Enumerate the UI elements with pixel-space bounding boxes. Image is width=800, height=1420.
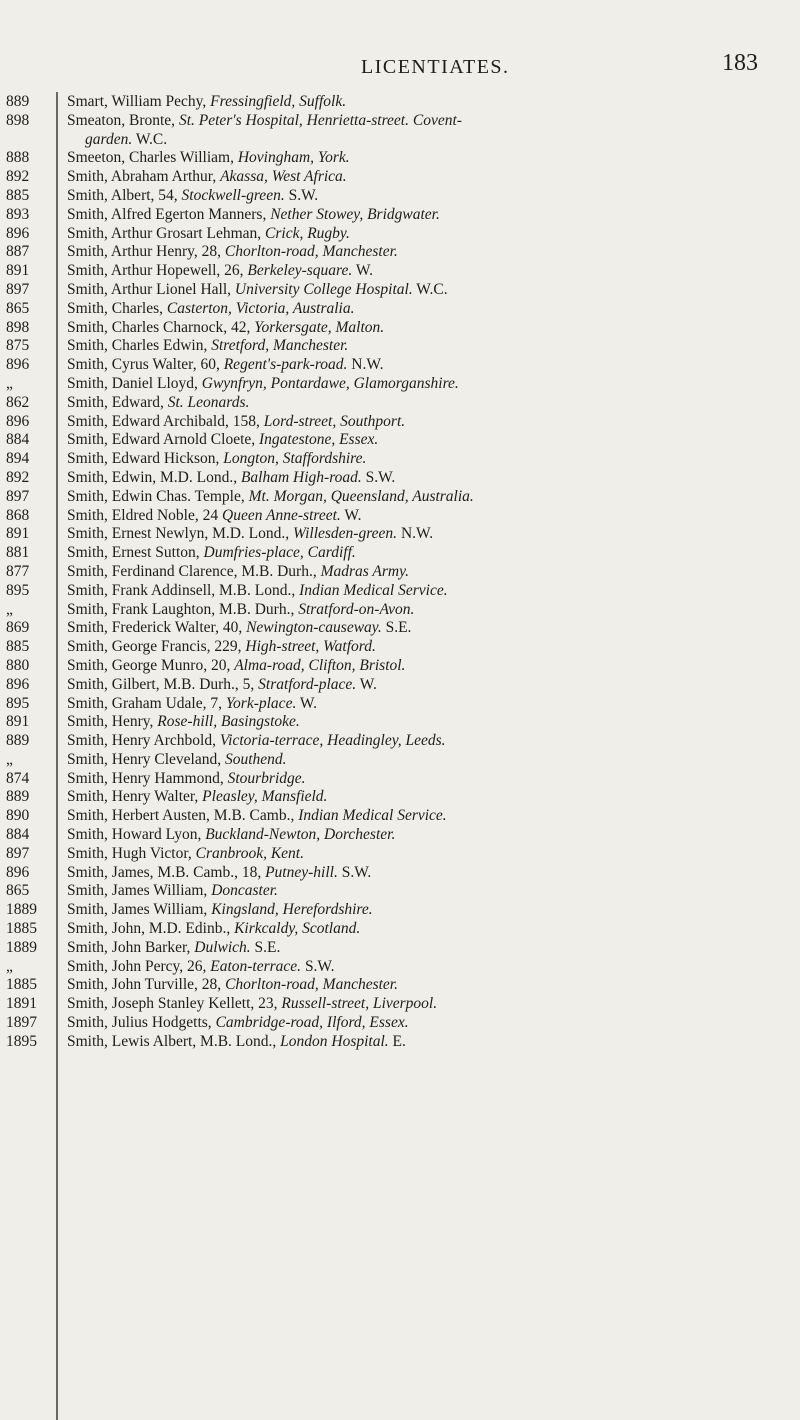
entry-year: 891 xyxy=(6,262,30,280)
list-item xyxy=(67,826,795,845)
entry-address: Newington-causeway. xyxy=(246,619,382,637)
entry-address: Crick, Rugby. xyxy=(265,224,350,242)
entry-year: 885 xyxy=(6,638,30,656)
entry-name: Smith, Ernest Newlyn, M.D. Lond., xyxy=(67,525,294,543)
entry-year: 1885 xyxy=(6,976,37,994)
entry-address: Dumfries-place, Cardiff. xyxy=(203,544,356,562)
entry-name: Smeaton, Bronte, xyxy=(67,111,179,129)
entry-name: Smith, Frank Laughton, M.B. Durh., xyxy=(67,600,299,618)
entry-address: Cranbrook, Kent. xyxy=(195,844,304,862)
list-item xyxy=(67,525,795,544)
entry-postal-district: E. xyxy=(388,1032,406,1050)
entry-name: Smith, James, M.B. Camb., 18, xyxy=(67,863,266,881)
list-item xyxy=(67,469,795,488)
entry-postal-district: S.W. xyxy=(337,863,372,881)
list-item xyxy=(67,713,795,732)
entry-name: Smith, Joseph Stanley Kellett, 23, xyxy=(67,995,282,1013)
entry-name: Smith, James William, xyxy=(67,901,212,919)
list-item xyxy=(67,187,795,206)
list-item xyxy=(67,281,795,300)
list-item xyxy=(67,807,795,826)
entry-postal-district: W. xyxy=(356,675,377,693)
entry-year: 880 xyxy=(6,656,30,674)
entry-list xyxy=(67,93,795,1052)
entry-year: 896 xyxy=(6,863,30,881)
entry-address: Fressingfield, Suffolk. xyxy=(210,93,347,110)
list-item xyxy=(67,770,795,789)
entry-postal-district: W. xyxy=(296,694,318,712)
entry-year: 893 xyxy=(6,205,30,223)
entry-year: 897 xyxy=(6,844,30,862)
list-item xyxy=(67,262,795,281)
list-item xyxy=(67,601,795,620)
entry-address: Casterton, Victoria, Australia. xyxy=(166,299,355,317)
list-item xyxy=(67,413,795,432)
entry-name: Smith, James William, xyxy=(67,882,212,900)
entry-name: Smith, Edward Archibald, 158, xyxy=(67,412,264,430)
list-item xyxy=(67,206,795,225)
entry-year: 889 xyxy=(6,93,30,110)
list-item xyxy=(67,225,795,244)
entry-address: Stretford, Manchester. xyxy=(211,337,349,355)
entry-year: 865 xyxy=(6,882,30,900)
list-item xyxy=(67,243,795,262)
entry-address: Ingatestone, Essex. xyxy=(259,431,379,449)
entry-name: Smith, Ernest Sutton, xyxy=(67,544,204,562)
entry-name: Smith, John Turville, 28, xyxy=(67,976,226,994)
entry-name: Smith, Henry Walter, xyxy=(67,788,203,806)
entry-name: Smith, Edward Hickson, xyxy=(67,450,224,468)
entry-address: Kingsland, Herefordshire. xyxy=(211,901,373,919)
entry-address: Chorlton-road, Manchester. xyxy=(225,976,398,994)
entry-name: Smith, Howard Lyon, xyxy=(67,826,206,844)
entry-address: Balham High-road. xyxy=(240,468,362,486)
entry-year: 1897 xyxy=(6,1014,37,1032)
entry-year: 891 xyxy=(6,525,30,543)
entry-year: „ xyxy=(6,600,13,618)
list-item xyxy=(67,394,795,413)
entry-year: 862 xyxy=(6,393,30,411)
entry-name: Smith, Charles Edwin, xyxy=(67,337,212,355)
entry-name: Smith, Herbert Austen, M.B. Camb., xyxy=(67,807,299,825)
list-item xyxy=(67,450,795,469)
entry-name: Smith, Arthur Henry, 28, xyxy=(67,243,225,261)
entry-address: Berkeley-square. xyxy=(247,262,353,280)
entry-address: garden. xyxy=(85,130,133,148)
page-header xyxy=(0,50,800,96)
entry-year: 892 xyxy=(6,468,30,486)
list-item xyxy=(67,920,795,939)
entry-address: High-street, Watford. xyxy=(245,638,376,656)
entry-name: Smith, Albert, 54, xyxy=(67,186,182,204)
entry-year: 885 xyxy=(6,186,30,204)
entry-year: „ xyxy=(6,750,13,768)
entry-year: 889 xyxy=(6,732,30,750)
entry-address: Cambridge-road, Ilford, Essex. xyxy=(215,1014,409,1032)
year-spacer xyxy=(0,131,52,150)
entry-year: 884 xyxy=(6,431,30,449)
entry-name: Smith, Edwin Chas. Temple, xyxy=(67,487,249,505)
entry-address: Indian Medical Service. xyxy=(299,581,448,599)
running-title: LICENTIATES. xyxy=(361,56,510,78)
entry-address: Stockwell-green. xyxy=(181,186,285,204)
entry-name: Smith, Henry Cleveland, xyxy=(67,750,225,768)
entry-postal-district: S.E. xyxy=(381,619,412,637)
entry-name: Smith, Ferdinand Clarence, M.B. Durh., xyxy=(67,562,321,580)
entry-address: Russell-street, Liverpool. xyxy=(281,995,438,1013)
entry-year: 891 xyxy=(6,713,30,731)
entry-year: 895 xyxy=(6,694,30,712)
entry-year: 888 xyxy=(6,149,30,167)
column-divider xyxy=(56,92,58,1420)
list-item xyxy=(67,732,795,751)
list-item xyxy=(67,657,795,676)
entry-year: 895 xyxy=(6,581,30,599)
year-column xyxy=(0,93,52,1052)
entry-address: Madras Army. xyxy=(320,562,409,580)
entry-address: St. Leonards. xyxy=(167,393,250,411)
entry-name: Smith, George Munro, 20, xyxy=(67,656,235,674)
entry-address: Gwynfryn, Pontardawe, Glamorganshire. xyxy=(201,374,459,392)
list-item xyxy=(67,337,795,356)
entry-name: Smith, John, M.D. Edinb., xyxy=(67,920,235,938)
list-item xyxy=(67,1014,795,1033)
list-item xyxy=(67,882,795,901)
entry-year: 896 xyxy=(6,224,30,242)
entry-name: Smith, Daniel Lloyd, xyxy=(67,374,202,392)
list-item xyxy=(67,901,795,920)
list-item xyxy=(67,375,795,394)
entry-year: 889 xyxy=(6,788,30,806)
entry-name: Smeeton, Charles William, xyxy=(67,149,238,167)
entry-name: Smith, Arthur Grosart Lehman, xyxy=(67,224,266,242)
entry-address: St. Peter's Hospital, Henrietta-street. Covent- xyxy=(178,111,462,129)
entry-name: Smith, Henry Archbold, xyxy=(67,732,220,750)
entry-name: Smith, Eldred Noble, 24 xyxy=(67,506,222,524)
entry-name: Smith, Graham Udale, 7, xyxy=(67,694,226,712)
list-item xyxy=(67,676,795,695)
entry-address: London Hospital. xyxy=(280,1032,389,1050)
entry-year: 881 xyxy=(6,544,30,562)
list-item xyxy=(67,112,795,150)
entry-address: York-place. xyxy=(225,694,297,712)
entry-address: Kirkcaldy, Scotland. xyxy=(234,920,361,938)
entry-name: Smith, Charles, xyxy=(67,299,167,317)
entry-year: 869 xyxy=(6,619,30,637)
entry-postal-district: W.C. xyxy=(412,280,448,298)
entry-postal-district: S.W. xyxy=(284,186,319,204)
list-item xyxy=(67,319,795,338)
entry-year: 1885 xyxy=(6,920,37,938)
entry-address: Dulwich. xyxy=(194,938,251,956)
entry-year: 896 xyxy=(6,356,30,374)
list-item xyxy=(67,544,795,563)
entry-year: 1889 xyxy=(6,938,37,956)
entry-name: Smith, Gilbert, M.B. Durh., 5, xyxy=(67,675,259,693)
entry-postal-district: N.W. xyxy=(347,356,384,374)
entry-year: 897 xyxy=(6,487,30,505)
list-item xyxy=(67,958,795,977)
entry-address: Doncaster. xyxy=(211,882,278,900)
entry-name: Smith, Abraham Arthur, xyxy=(67,168,221,186)
entry-address: Southend. xyxy=(225,750,287,768)
entry-address: Stratford-place. xyxy=(258,675,357,693)
list-item xyxy=(67,149,795,168)
entry-postal-district: W.C. xyxy=(132,130,168,148)
entry-address: Stratford-on-Avon. xyxy=(298,600,415,618)
list-item xyxy=(67,864,795,883)
entry-address: Eaton-terrace. xyxy=(210,957,302,975)
entry-postal-district: W. xyxy=(340,506,362,524)
list-item xyxy=(67,845,795,864)
list-item xyxy=(67,356,795,375)
list-item xyxy=(67,751,795,770)
list-item xyxy=(67,488,795,507)
entry-address: Putney-hill. xyxy=(265,863,338,881)
entry-year: 868 xyxy=(6,506,30,524)
entry-year: 875 xyxy=(6,337,30,355)
entry-postal-district: S.W. xyxy=(361,468,396,486)
entry-name: Smith, Julius Hodgetts, xyxy=(67,1014,216,1032)
entry-year: 1889 xyxy=(6,901,37,919)
entry-address: Hovingham, York. xyxy=(237,149,350,167)
entry-postal-district: N.W. xyxy=(397,525,434,543)
entry-name: Smith, Frederick Walter, 40, xyxy=(67,619,247,637)
entry-year: 898 xyxy=(6,318,30,336)
entry-address: Pleasley, Mansfield. xyxy=(202,788,328,806)
page-number: 183 xyxy=(722,50,758,76)
entry-address: Alma-road, Clifton, Bristol. xyxy=(234,656,406,674)
list-item xyxy=(67,638,795,657)
entry-address: Yorkersgate, Malton. xyxy=(254,318,385,336)
entry-address: Akassa, West Africa. xyxy=(220,168,347,186)
list-item xyxy=(67,939,795,958)
entry-year: 874 xyxy=(6,769,30,787)
entry-name: Smith, John Barker, xyxy=(67,938,195,956)
entry-address: Willesden-green. xyxy=(293,525,398,543)
entry-year: 1895 xyxy=(6,1032,37,1050)
entry-name: Smith, Edward Arnold Cloete, xyxy=(67,431,260,449)
list-item xyxy=(67,300,795,319)
entry-address: Lord-street, Southport. xyxy=(263,412,406,430)
entry-name: Smith, Hugh Victor, xyxy=(67,844,196,862)
entry-name: Smith, Arthur Lionel Hall, xyxy=(67,280,235,298)
entry-address: Victoria-terrace, Headingley, Leeds. xyxy=(219,732,446,750)
list-item xyxy=(67,93,795,112)
entry-year: „ xyxy=(6,374,13,392)
entry-name: Smith, Henry Hammond, xyxy=(67,769,228,787)
entry-year: 1891 xyxy=(6,995,37,1013)
entry-name: Smith, Arthur Hopewell, 26, xyxy=(67,262,248,280)
entry-address: Mt. Morgan, Queensland, Australia. xyxy=(248,487,474,505)
entry-year: 894 xyxy=(6,450,30,468)
entry-postal-district: S.E. xyxy=(250,938,281,956)
entry-year: 892 xyxy=(6,168,30,186)
entry-name: Smith, Lewis Albert, M.B. Lond., xyxy=(67,1032,281,1050)
entry-name: Smart, William Pechy, xyxy=(67,93,211,110)
entry-year: 898 xyxy=(6,111,30,129)
entry-postal-district: W. xyxy=(352,262,373,280)
entry-address: Buckland-Newton, Dorchester. xyxy=(205,826,396,844)
list-item xyxy=(67,976,795,995)
entry-address: Rose-hill, Basingstoke. xyxy=(157,713,300,731)
list-item xyxy=(67,431,795,450)
entry-name: Smith, George Francis, 229, xyxy=(67,638,246,656)
entry-name: Smith, Edward, xyxy=(67,393,168,411)
entry-name: Smith, John Percy, 26, xyxy=(67,957,211,975)
entry-year: 865 xyxy=(6,299,30,317)
entry-year: 884 xyxy=(6,826,30,844)
entry-address: University College Hospital. xyxy=(234,280,413,298)
entry-address: Nether Stowey, Bridgwater. xyxy=(270,205,440,223)
list-item xyxy=(67,788,795,807)
entry-address: Chorlton-road, Manchester. xyxy=(224,243,398,261)
list-item xyxy=(67,695,795,714)
entry-address: Longton, Staffordshire. xyxy=(223,450,367,468)
list-item xyxy=(67,507,795,526)
list-item xyxy=(67,563,795,582)
entry-year: 896 xyxy=(6,675,30,693)
list-item xyxy=(67,168,795,187)
entry-year: 877 xyxy=(6,562,30,580)
entry-year: 897 xyxy=(6,280,30,298)
entry-name: Smith, Cyrus Walter, 60, xyxy=(67,356,224,374)
entry-address: Indian Medical Service. xyxy=(298,807,447,825)
entry-year: „ xyxy=(6,957,13,975)
entry-continuation xyxy=(67,131,795,150)
entry-address: Regent's-park-road. xyxy=(223,356,348,374)
entry-name: Smith, Edwin, M.D. Lond., xyxy=(67,468,241,486)
entry-address: Queen Anne-street. xyxy=(222,506,341,524)
entry-address: Stourbridge. xyxy=(227,769,306,787)
entry-year: 896 xyxy=(6,412,30,430)
entry-name: Smith, Henry, xyxy=(67,713,158,731)
entry-name: Smith, Charles Charnock, 42, xyxy=(67,318,255,336)
entry-year: 887 xyxy=(6,243,30,261)
list-item xyxy=(67,1033,795,1052)
entry-name: Smith, Frank Addinsell, M.B. Lond., xyxy=(67,581,300,599)
list-item xyxy=(67,582,795,601)
list-item xyxy=(67,619,795,638)
entry-postal-district: S.W. xyxy=(301,957,335,975)
entry-name: Smith, Alfred Egerton Manners, xyxy=(67,205,271,223)
entry-year: 890 xyxy=(6,807,30,825)
list-item xyxy=(67,995,795,1014)
